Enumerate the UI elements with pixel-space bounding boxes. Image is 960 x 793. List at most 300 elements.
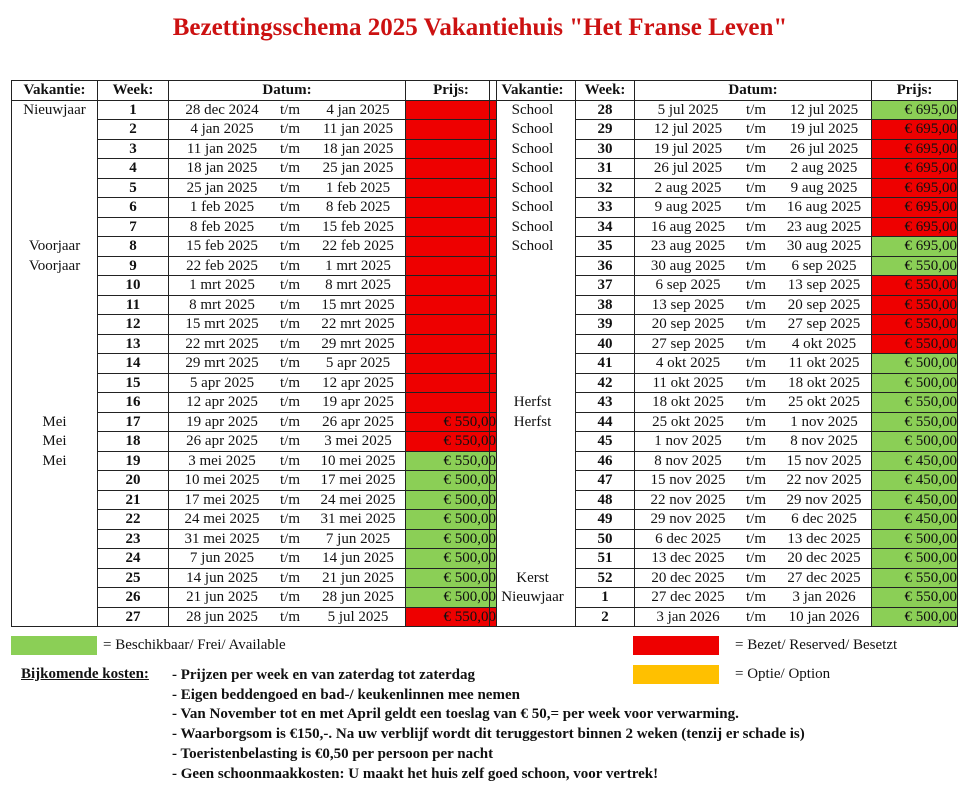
datum-cell <box>635 198 872 218</box>
date-from: 24 mei 2025 <box>184 511 260 528</box>
date-to: 15 feb 2025 <box>322 218 394 235</box>
date-to: 22 mrt 2025 <box>321 316 395 333</box>
datum-cell <box>635 120 872 140</box>
legend-frei-text: = Beschikbaar/ Frei/ Available <box>103 637 286 653</box>
vakantie-cell: Mei <box>12 432 98 452</box>
table-row <box>12 490 497 510</box>
date-to: 13 sep 2025 <box>787 277 861 294</box>
vakantie-cell: School <box>490 159 576 179</box>
date-from: 9 aug 2025 <box>654 199 722 216</box>
date-to: 19 apr 2025 <box>322 394 394 411</box>
date-to: 30 aug 2025 <box>786 238 862 255</box>
week-cell: 4 <box>98 159 169 179</box>
date-tm: t/m <box>745 335 766 352</box>
header-vakantie: Vakantie: <box>12 81 98 101</box>
vakantie-cell <box>490 276 576 296</box>
datum-cell <box>635 159 872 179</box>
vakantie-cell: Voorjaar <box>12 256 98 276</box>
vakantie-cell <box>12 217 98 237</box>
datum-cell <box>635 432 872 452</box>
table-row <box>12 393 497 413</box>
vakantie-cell <box>12 490 98 510</box>
datum-cell <box>635 256 872 276</box>
date-to: 3 jan 2026 <box>792 589 856 606</box>
date-from: 19 apr 2025 <box>186 413 258 430</box>
date-to: 26 apr 2025 <box>322 413 394 430</box>
price-cell: € 550,00 <box>872 588 958 608</box>
price-cell: € 695,00 <box>872 217 958 237</box>
vakantie-cell <box>12 295 98 315</box>
week-cell: 1 <box>576 588 635 608</box>
week-cell: 23 <box>98 529 169 549</box>
table-row <box>490 451 958 471</box>
datum-cell <box>169 393 406 413</box>
vakantie-cell <box>490 471 576 491</box>
datum-cell <box>635 451 872 471</box>
datum-cell <box>169 139 406 159</box>
date-to: 13 dec 2025 <box>787 530 861 547</box>
price-cell: € 550,00 <box>872 334 958 354</box>
week-cell: 8 <box>98 237 169 257</box>
date-from: 15 feb 2025 <box>186 238 258 255</box>
datum-cell <box>635 276 872 296</box>
datum-cell <box>169 178 406 198</box>
table-row <box>12 451 497 471</box>
week-cell: 35 <box>576 237 635 257</box>
date-tm: t/m <box>745 296 766 313</box>
price-cell: € 550,00 <box>406 412 497 432</box>
price-cell: € 500,00 <box>406 588 497 608</box>
price-cell: € 550,00 <box>406 432 497 452</box>
legend-frei-swatch <box>11 636 97 655</box>
week-cell: 7 <box>98 217 169 237</box>
date-tm: t/m <box>279 511 300 528</box>
price-cell: € 500,00 <box>872 373 958 393</box>
date-tm: t/m <box>279 277 300 294</box>
datum-cell <box>169 490 406 510</box>
datum-cell <box>635 549 872 569</box>
datum-cell <box>169 237 406 257</box>
vakantie-cell: School <box>490 100 576 120</box>
date-to: 5 apr 2025 <box>325 355 391 372</box>
date-to: 9 aug 2025 <box>790 179 858 196</box>
date-tm: t/m <box>745 413 766 430</box>
price-cell <box>406 100 497 120</box>
date-to: 6 dec 2025 <box>791 511 857 528</box>
week-cell: 41 <box>576 354 635 374</box>
date-tm: t/m <box>745 374 766 391</box>
week-cell: 49 <box>576 510 635 530</box>
datum-cell <box>635 315 872 335</box>
week-cell: 5 <box>98 178 169 198</box>
header-week: Week: <box>576 81 635 101</box>
vakantie-cell <box>12 373 98 393</box>
price-cell <box>406 354 497 374</box>
price-cell: € 500,00 <box>406 529 497 549</box>
table-row <box>12 276 497 296</box>
vakantie-cell: School <box>490 139 576 159</box>
datum-cell <box>169 451 406 471</box>
week-cell: 25 <box>98 568 169 588</box>
price-cell: € 550,00 <box>872 393 958 413</box>
price-cell <box>406 198 497 218</box>
week-cell: 22 <box>98 510 169 530</box>
date-from: 8 nov 2025 <box>654 452 722 469</box>
datum-cell <box>635 334 872 354</box>
week-cell: 28 <box>576 100 635 120</box>
date-to: 8 feb 2025 <box>325 199 391 216</box>
table-row <box>490 315 958 335</box>
date-to: 29 nov 2025 <box>786 491 862 508</box>
datum-cell <box>635 412 872 432</box>
date-from: 22 mrt 2025 <box>185 335 259 352</box>
date-to: 22 nov 2025 <box>786 472 862 489</box>
vakantie-cell <box>12 471 98 491</box>
vakantie-cell: School <box>490 120 576 140</box>
date-from: 12 jul 2025 <box>653 121 723 138</box>
table-row <box>12 432 497 452</box>
page-title: Bezettingsschema 2025 Vakantiehuis "Het Franse Leven" <box>172 14 788 41</box>
date-tm: t/m <box>745 491 766 508</box>
week-cell: 34 <box>576 217 635 237</box>
vakantie-cell <box>12 510 98 530</box>
date-to: 14 jun 2025 <box>322 550 394 567</box>
price-cell: € 450,00 <box>872 490 958 510</box>
datum-cell <box>635 510 872 530</box>
price-cell: € 695,00 <box>872 120 958 140</box>
date-tm: t/m <box>279 179 300 196</box>
vakantie-cell: Nieuwjaar <box>12 100 98 120</box>
datum-cell <box>635 607 872 627</box>
week-cell: 40 <box>576 334 635 354</box>
date-from: 29 mrt 2025 <box>185 355 259 372</box>
price-cell <box>406 276 497 296</box>
datum-cell <box>169 315 406 335</box>
price-cell <box>406 120 497 140</box>
date-tm: t/m <box>745 218 766 235</box>
table-row <box>12 549 497 569</box>
date-from: 8 feb 2025 <box>189 218 255 235</box>
vakantie-cell <box>12 607 98 627</box>
datum-cell <box>169 334 406 354</box>
vakantie-cell <box>12 354 98 374</box>
price-cell: € 500,00 <box>406 510 497 530</box>
table-row <box>12 334 497 354</box>
week-cell: 9 <box>98 256 169 276</box>
date-to: 11 okt 2025 <box>788 355 860 372</box>
date-from: 15 mrt 2025 <box>185 316 259 333</box>
price-cell: € 695,00 <box>872 159 958 179</box>
week-cell: 48 <box>576 490 635 510</box>
date-to: 8 mrt 2025 <box>325 277 391 294</box>
table-row <box>12 139 497 159</box>
table-header-row <box>490 81 958 101</box>
date-tm: t/m <box>745 160 766 177</box>
price-cell: € 450,00 <box>872 471 958 491</box>
date-from: 7 jun 2025 <box>189 550 255 567</box>
vakantie-cell: Kerst <box>490 568 576 588</box>
date-to: 15 mrt 2025 <box>321 296 395 313</box>
vakantie-cell <box>12 159 98 179</box>
date-from: 1 feb 2025 <box>189 199 255 216</box>
week-cell: 32 <box>576 178 635 198</box>
date-tm: t/m <box>745 394 766 411</box>
date-from: 3 mei 2025 <box>188 452 256 469</box>
date-to: 10 mei 2025 <box>320 452 396 469</box>
datum-cell <box>169 373 406 393</box>
price-cell: € 550,00 <box>406 607 497 627</box>
date-tm: t/m <box>279 335 300 352</box>
week-cell: 24 <box>98 549 169 569</box>
week-cell: 52 <box>576 568 635 588</box>
date-from: 23 aug 2025 <box>650 238 726 255</box>
week-cell: 44 <box>576 412 635 432</box>
week-cell: 18 <box>98 432 169 452</box>
date-to: 11 jan 2025 <box>322 121 394 138</box>
vakantie-cell: Mei <box>12 412 98 432</box>
price-cell: € 550,00 <box>872 568 958 588</box>
week-cell: 31 <box>576 159 635 179</box>
date-from: 11 jan 2025 <box>186 140 258 157</box>
date-from: 10 mei 2025 <box>184 472 260 489</box>
date-to: 31 mei 2025 <box>320 511 396 528</box>
price-cell: € 500,00 <box>406 471 497 491</box>
price-cell <box>406 295 497 315</box>
table-row <box>490 588 958 608</box>
datum-cell <box>169 159 406 179</box>
table-row <box>490 198 958 218</box>
date-from: 1 nov 2025 <box>654 433 722 450</box>
vakantie-cell <box>490 490 576 510</box>
date-tm: t/m <box>279 452 300 469</box>
price-cell <box>406 256 497 276</box>
legend-bezet-swatch <box>633 636 719 655</box>
header-datum: Datum: <box>169 81 406 101</box>
date-from: 5 jul 2025 <box>657 101 719 118</box>
week-cell: 36 <box>576 256 635 276</box>
table-row <box>490 549 958 569</box>
price-cell: € 550,00 <box>406 451 497 471</box>
vakantie-cell <box>490 451 576 471</box>
price-cell <box>406 393 497 413</box>
date-from: 30 aug 2025 <box>650 257 726 274</box>
datum-cell <box>169 295 406 315</box>
date-tm: t/m <box>279 257 300 274</box>
week-cell: 12 <box>98 315 169 335</box>
vakantie-cell: School <box>490 198 576 218</box>
price-cell: € 550,00 <box>872 256 958 276</box>
date-tm: t/m <box>745 569 766 586</box>
date-tm: t/m <box>745 433 766 450</box>
price-cell: € 500,00 <box>406 549 497 569</box>
date-from: 18 okt 2025 <box>652 394 724 411</box>
date-tm: t/m <box>745 355 766 372</box>
date-to: 8 nov 2025 <box>790 433 858 450</box>
date-from: 25 okt 2025 <box>652 413 724 430</box>
week-cell: 6 <box>98 198 169 218</box>
week-cell: 11 <box>98 295 169 315</box>
vakantie-cell: Voorjaar <box>12 237 98 257</box>
date-tm: t/m <box>745 472 766 489</box>
date-to: 7 jun 2025 <box>325 530 391 547</box>
date-from: 25 jan 2025 <box>186 179 258 196</box>
date-tm: t/m <box>745 277 766 294</box>
header-datum: Datum: <box>635 81 872 101</box>
table-header-row <box>12 81 497 101</box>
date-tm: t/m <box>279 530 300 547</box>
table-row <box>12 354 497 374</box>
datum-cell <box>635 100 872 120</box>
price-cell: € 550,00 <box>872 295 958 315</box>
date-from: 20 sep 2025 <box>651 316 725 333</box>
date-from: 6 dec 2025 <box>655 530 721 547</box>
vakantie-cell <box>12 139 98 159</box>
price-cell: € 500,00 <box>872 549 958 569</box>
date-tm: t/m <box>745 452 766 469</box>
price-cell <box>406 315 497 335</box>
vakantie-cell: School <box>490 217 576 237</box>
week-cell: 38 <box>576 295 635 315</box>
datum-cell <box>169 588 406 608</box>
date-from: 4 jan 2025 <box>190 121 254 138</box>
date-from: 29 nov 2025 <box>650 511 726 528</box>
datum-cell <box>635 490 872 510</box>
vakantie-cell <box>12 178 98 198</box>
table-row <box>490 295 958 315</box>
week-cell: 47 <box>576 471 635 491</box>
date-to: 25 jan 2025 <box>322 160 394 177</box>
date-to: 1 feb 2025 <box>325 179 391 196</box>
header-prijs: Prijs: <box>872 81 958 101</box>
table-row <box>490 178 958 198</box>
week-cell: 20 <box>98 471 169 491</box>
kosten-item: - Prijzen per week en van zaterdag tot zaterdag <box>172 667 475 683</box>
date-tm: t/m <box>279 199 300 216</box>
datum-cell <box>169 198 406 218</box>
table-row <box>12 159 497 179</box>
date-tm: t/m <box>279 569 300 586</box>
date-to: 2 aug 2025 <box>790 160 858 177</box>
date-from: 11 okt 2025 <box>652 374 724 391</box>
table-row <box>490 159 958 179</box>
table-row <box>12 217 497 237</box>
date-from: 18 jan 2025 <box>186 160 258 177</box>
week-cell: 27 <box>98 607 169 627</box>
table-row <box>490 276 958 296</box>
price-cell: € 550,00 <box>872 315 958 335</box>
price-cell: € 500,00 <box>872 607 958 627</box>
datum-cell <box>635 588 872 608</box>
price-cell: € 695,00 <box>872 139 958 159</box>
table-row <box>12 607 497 627</box>
kosten-item: - Waarborgsom is €150,-. Na uw verblijf wordt dit teruggestort binnen 2 weken (tenzij er schade is) <box>172 726 805 743</box>
kosten-item: - Eigen beddengoed en bad-/ keukenlinnen mee nemen <box>172 686 520 703</box>
datum-cell <box>635 139 872 159</box>
date-tm: t/m <box>745 199 766 216</box>
date-tm: t/m <box>745 140 766 157</box>
date-to: 29 mrt 2025 <box>321 335 395 352</box>
price-cell <box>406 139 497 159</box>
date-from: 13 sep 2025 <box>651 296 725 313</box>
datum-cell <box>635 354 872 374</box>
datum-cell <box>169 256 406 276</box>
table-row <box>490 471 958 491</box>
table-row <box>12 178 497 198</box>
week-cell: 17 <box>98 412 169 432</box>
vakantie-cell <box>12 315 98 335</box>
price-cell: € 695,00 <box>872 198 958 218</box>
table-row <box>12 588 497 608</box>
week-cell: 21 <box>98 490 169 510</box>
date-tm: t/m <box>745 530 766 547</box>
price-cell: € 450,00 <box>872 451 958 471</box>
date-to: 25 okt 2025 <box>788 394 860 411</box>
vakantie-cell <box>490 334 576 354</box>
price-cell: € 695,00 <box>872 178 958 198</box>
date-tm: t/m <box>279 550 300 567</box>
kosten-item: - Geen schoonmaakkosten: U maakt het huis zelf goed schoon, voor vertrek! <box>172 765 659 782</box>
vakantie-cell <box>490 607 576 627</box>
price-cell <box>406 373 497 393</box>
table-row <box>490 334 958 354</box>
price-cell: € 695,00 <box>872 100 958 120</box>
table-row <box>490 529 958 549</box>
vakantie-cell <box>490 549 576 569</box>
date-from: 6 sep 2025 <box>655 277 721 294</box>
vakantie-cell <box>490 510 576 530</box>
week-cell: 10 <box>98 276 169 296</box>
date-from: 13 dec 2025 <box>651 550 725 567</box>
table-row <box>12 256 497 276</box>
date-from: 20 dec 2025 <box>651 569 725 586</box>
date-tm: t/m <box>279 589 300 606</box>
table-row <box>490 510 958 530</box>
datum-cell <box>169 432 406 452</box>
date-tm: t/m <box>745 101 766 118</box>
table-row <box>490 607 958 627</box>
table-row <box>12 568 497 588</box>
datum-cell <box>169 217 406 237</box>
price-cell: € 500,00 <box>872 354 958 374</box>
date-to: 6 sep 2025 <box>791 257 857 274</box>
date-tm: t/m <box>279 608 300 625</box>
table-row <box>12 120 497 140</box>
date-tm: t/m <box>279 160 300 177</box>
vakantie-cell <box>490 315 576 335</box>
date-tm: t/m <box>279 374 300 391</box>
date-tm: t/m <box>745 550 766 567</box>
date-from: 22 feb 2025 <box>186 257 258 274</box>
week-cell: 19 <box>98 451 169 471</box>
table-row <box>490 120 958 140</box>
date-to: 23 aug 2025 <box>786 218 862 235</box>
date-tm: t/m <box>279 394 300 411</box>
date-to: 20 sep 2025 <box>787 296 861 313</box>
price-cell: € 550,00 <box>872 412 958 432</box>
week-cell: 46 <box>576 451 635 471</box>
week-cell: 43 <box>576 393 635 413</box>
price-cell <box>406 334 497 354</box>
legend-bezet-text: = Bezet/ Reserved/ Besetzt <box>735 637 898 653</box>
table-row <box>12 315 497 335</box>
header-prijs: Prijs: <box>406 81 497 101</box>
kosten-list <box>172 666 805 784</box>
date-from: 31 mei 2025 <box>184 530 260 547</box>
date-from: 22 nov 2025 <box>650 491 726 508</box>
week-cell: 3 <box>98 139 169 159</box>
date-tm: t/m <box>279 472 300 489</box>
vakantie-cell: Herfst <box>490 393 576 413</box>
